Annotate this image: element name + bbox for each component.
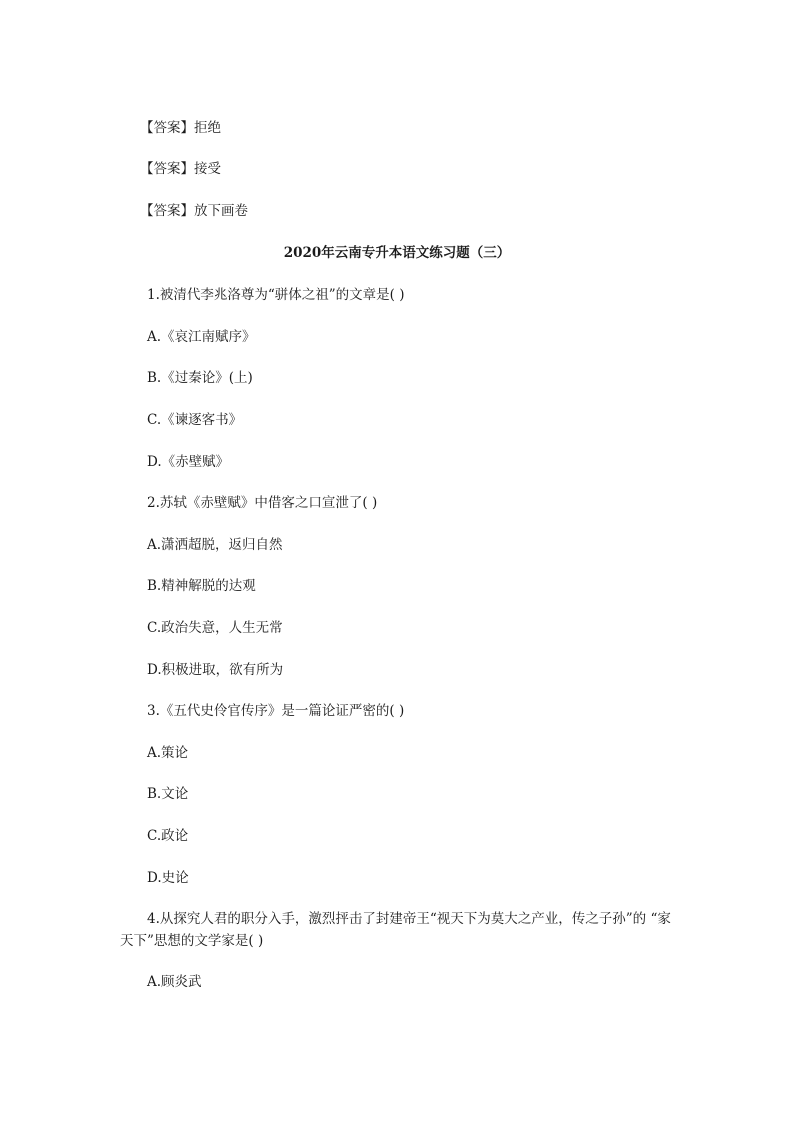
answer-line-2: 【答案】接受 [140, 161, 221, 177]
answer-line-3: 【答案】放下画卷 [140, 203, 248, 219]
question-1-option-c: C.《谏逐客书》 [147, 412, 243, 428]
question-3-option-b: B.文论 [147, 786, 189, 802]
question-2-option-b: B.精神解脱的达观 [147, 578, 256, 594]
question-3-option-a: A.策论 [147, 745, 189, 761]
question-2-option-a: A.潇洒超脱，返归自然 [147, 537, 283, 553]
question-1-option-a: A.《哀江南赋序》 [147, 329, 256, 345]
question-1-stem: 1.被清代李兆洛尊为“骈体之祖”的文章是( ) [147, 287, 405, 303]
question-2-option-d: D.积极进取，欲有所为 [147, 662, 284, 678]
question-2-option-c: C.政治失意，人生无常 [147, 620, 283, 636]
section-title: 2020年云南专升本语文练习题（三） [283, 245, 511, 261]
question-2-stem: 2.苏轼《赤壁赋》中借客之口宣泄了( ) [147, 495, 378, 511]
question-3-stem: 3.《五代史伶官传序》是一篇论证严密的( ) [147, 703, 405, 719]
answer-line-1: 【答案】拒绝 [140, 120, 221, 136]
question-3-option-d: D.史论 [147, 870, 189, 886]
question-3-option-c: C.政论 [147, 828, 189, 844]
question-4-option-a: A.顾炎武 [147, 974, 202, 990]
question-1-option-b: B.《过秦论》(上) [147, 370, 253, 386]
question-1-option-d: D.《赤壁赋》 [147, 454, 230, 470]
question-4-stem: 4.从探究人君的职分入手，激烈抨击了封建帝王“视天下为莫大之产业，传之子孙”的 “家天下”思想的文学家是( ) [120, 911, 671, 949]
